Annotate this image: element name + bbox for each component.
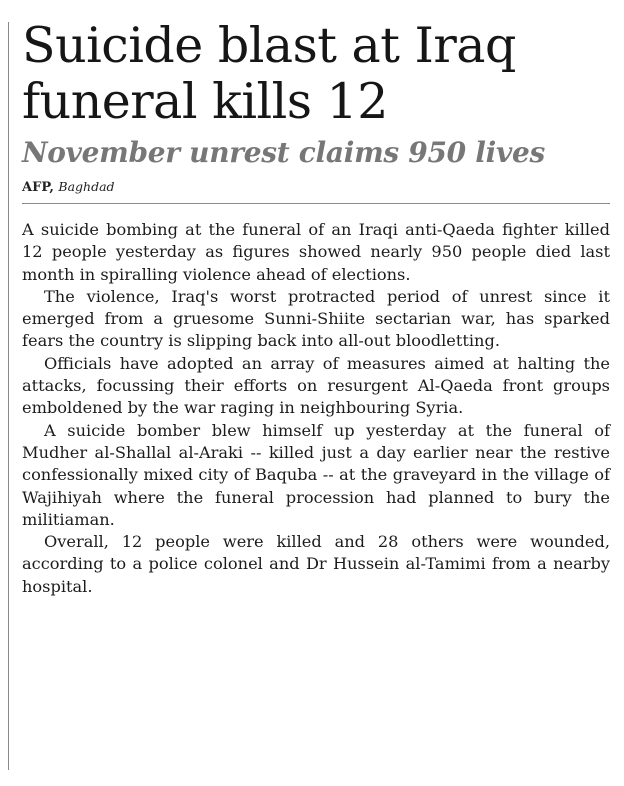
paragraph-2: The violence, Iraq's worst protracted period of unrest since it emerged from a gruesome Sunni-Shiite sectarian war, has sparked fears the country is slipping back into all-out bloodletting. — [22, 286, 610, 351]
paragraph-4: A suicide bomber blew himself up yesterday at the funeral of Mudher al-Shallal al-Araki -- killed just a day earlier near the restive confessionally mixed city of Baquba -- at the graveyard in the village of Wajihiyah where the funeral procession had planned to bury the militiaman. — [22, 420, 610, 529]
headline-line-2: funeral kills 12 — [22, 73, 388, 130]
subheadline: November unrest claims 950 lives — [22, 136, 545, 169]
byline-divider — [22, 203, 610, 204]
headline — [22, 18, 610, 130]
paragraph-1: A suicide bombing at the funeral of an Iraqi anti-Qaeda fighter killed 12 people yesterday as figures showed nearly 950 people died last month in spiralling violence ahead of elections. — [22, 220, 610, 284]
byline-location: Baghdad — [58, 179, 115, 194]
article-body — [22, 219, 610, 598]
column-rule — [8, 22, 9, 770]
news-article — [22, 18, 610, 598]
paragraph-5: Overall, 12 people were killed and 28 others were wounded, according to a police colonel and Dr Hussein al-Tamimi from a nearby hospital. — [22, 532, 610, 596]
byline-agency: AFP, — [22, 180, 54, 195]
byline — [22, 178, 610, 197]
headline-line-1: Suicide blast at Iraq — [22, 17, 516, 74]
paragraph-3: Officials have adopted an array of measures aimed at halting the attacks, focussing their efforts on resurgent Al-Qaeda front groups emboldened by the war raging in neighbouring Syria. — [22, 353, 610, 418]
